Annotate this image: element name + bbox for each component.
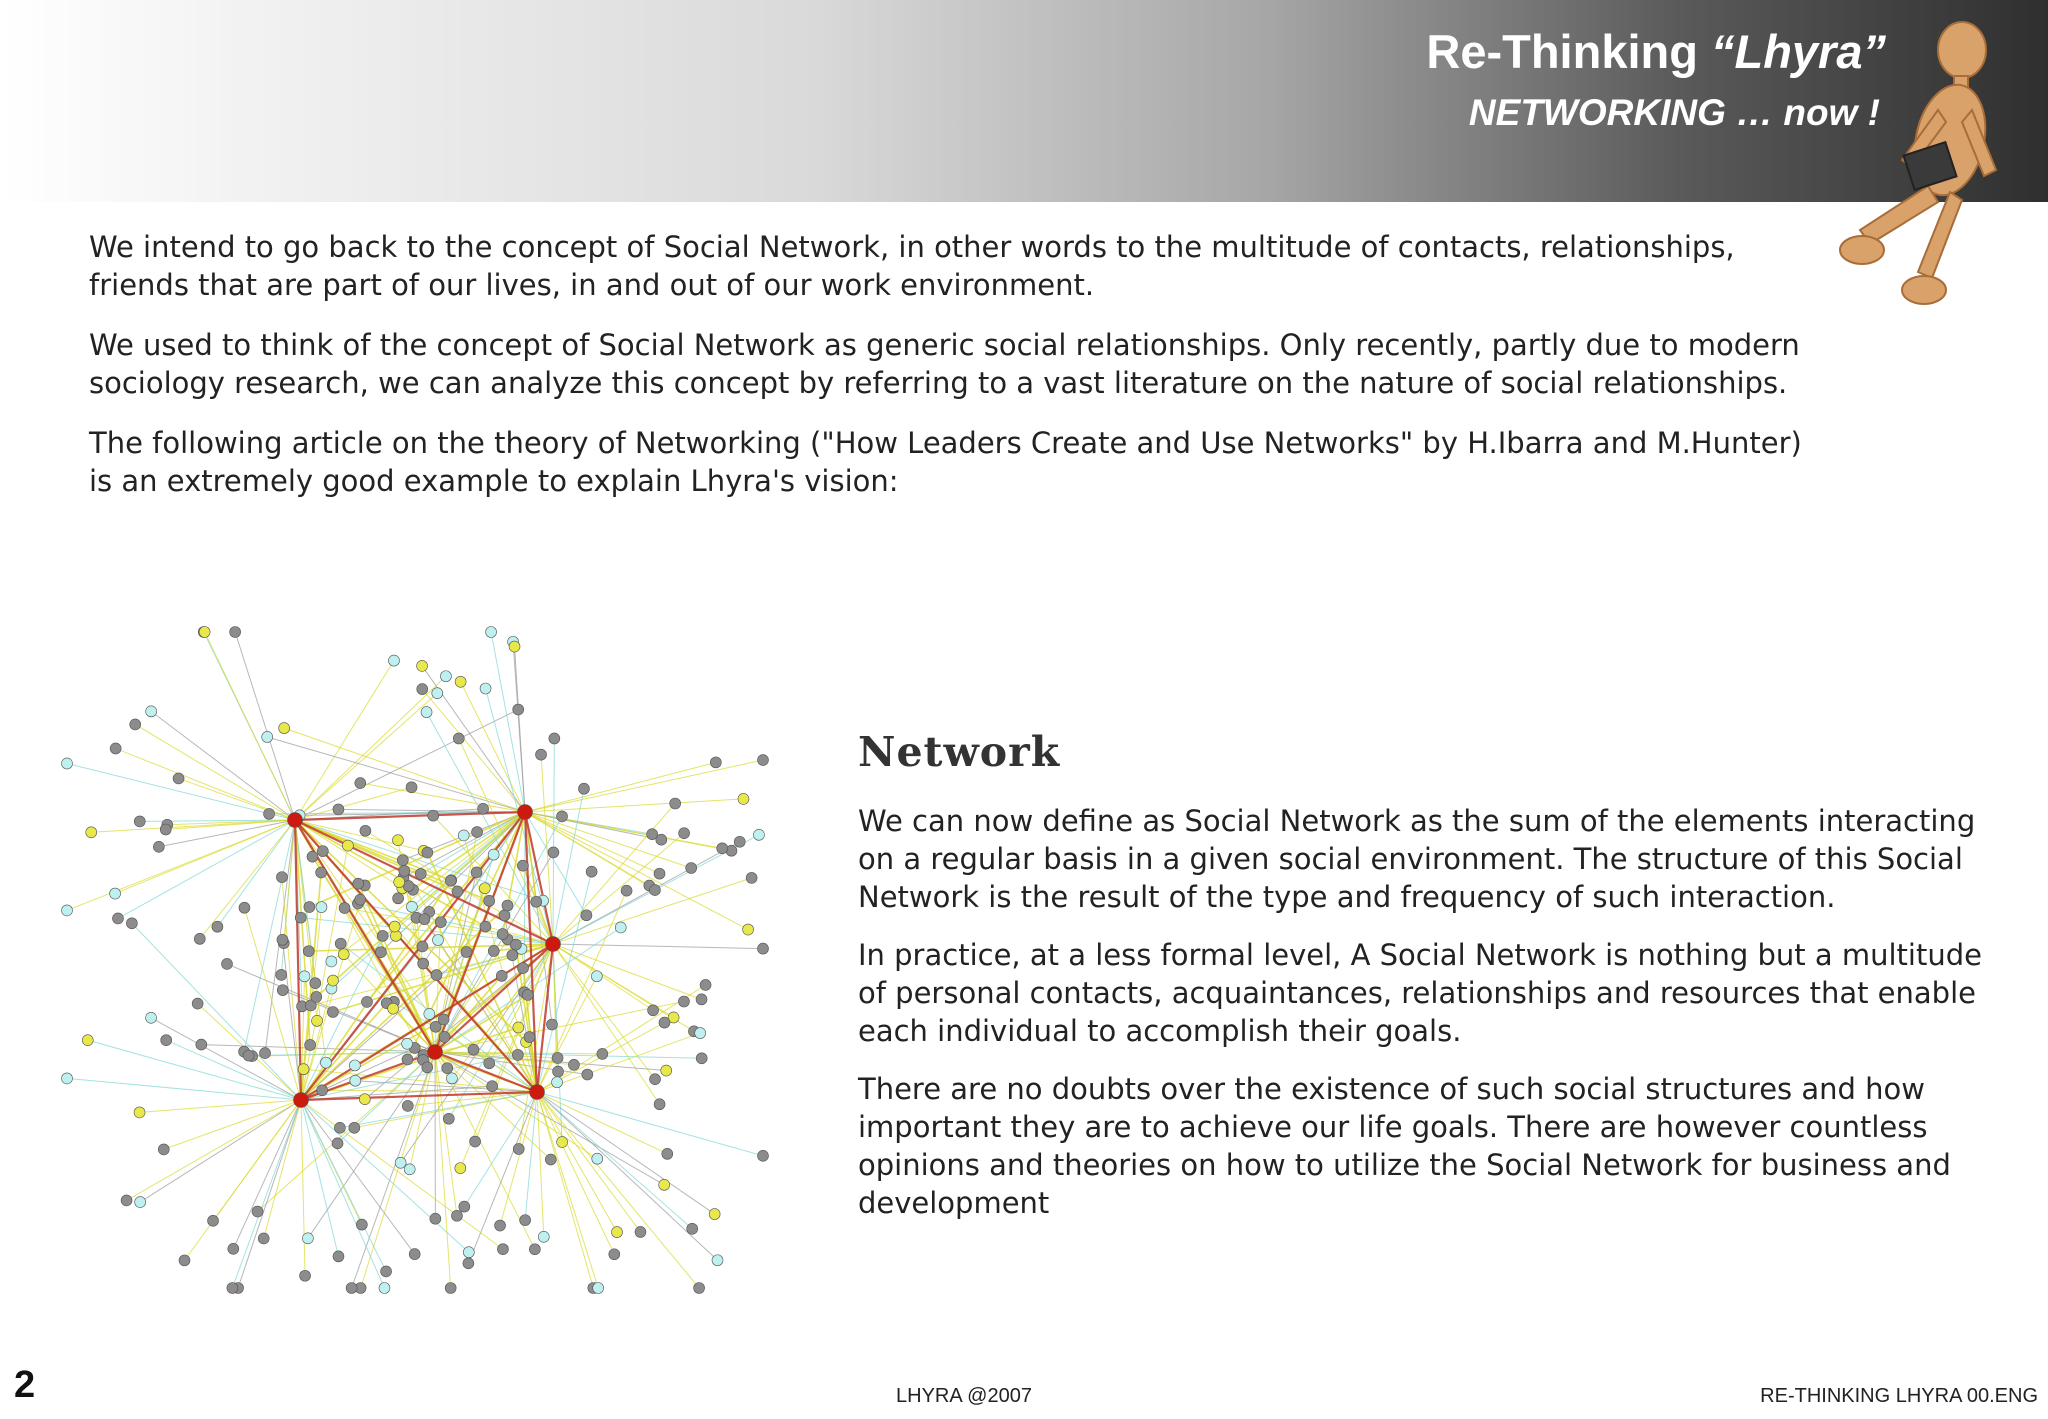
section-paragraph: In practice, at a less formal level, A Social Network is nothing but a multitude of personal contacts, acquaintances, relationships and resources that enable each individual to accomplish their goals.: [858, 938, 1982, 1048]
intro-text: [89, 228, 1809, 522]
network-graph-image: [55, 620, 775, 1300]
intro-paragraph: We used to think of the concept of Social Network as generic social relationships. Only recently, partly due to modern sociology research, we can analyze this concept by referring to a vast literature on the nature of social relationships.: [89, 328, 1800, 400]
header-banner: [0, 0, 2048, 202]
page-subtitle: NETWORKING … now !: [1468, 92, 1880, 133]
section-paragraph: There are no doubts over the existence of such social structures and how important they are to achieve our life goals. There are however countless opinions and theories on how to utilize the Social Network for business and development: [858, 1072, 1951, 1220]
title-main: Re-Thinking: [1426, 25, 1711, 78]
page-title: [1426, 24, 1886, 79]
intro-paragraph: The following article on the theory of Networking ("How Leaders Create and Use Networks" by H.Ibarra and M.Hunter) is an extremely good example to explain Lhyra's vision:: [89, 426, 1802, 498]
section-heading: Network: [858, 728, 1061, 776]
page-number: 2: [14, 1364, 36, 1406]
wooden-mannequin-image: [1820, 10, 2048, 310]
footer-document-id: RE-THINKING LHYRA 00.ENG: [1760, 1385, 2038, 1407]
network-section: [858, 728, 2008, 1242]
footer-copyright: LHYRA @2007: [896, 1385, 1032, 1407]
title-quoted: “Lhyra”: [1711, 25, 1886, 78]
section-paragraph: We can now define as Social Network as the sum of the elements interacting on a regular basis in a given social environment. The structure of this Social Network is the result of the type and frequency of such interaction.: [858, 804, 1976, 914]
intro-paragraph: We intend to go back to the concept of Social Network, in other words to the multitude of contacts, relationships, friends that are part of our lives, in and out of our work environment.: [89, 230, 1735, 302]
